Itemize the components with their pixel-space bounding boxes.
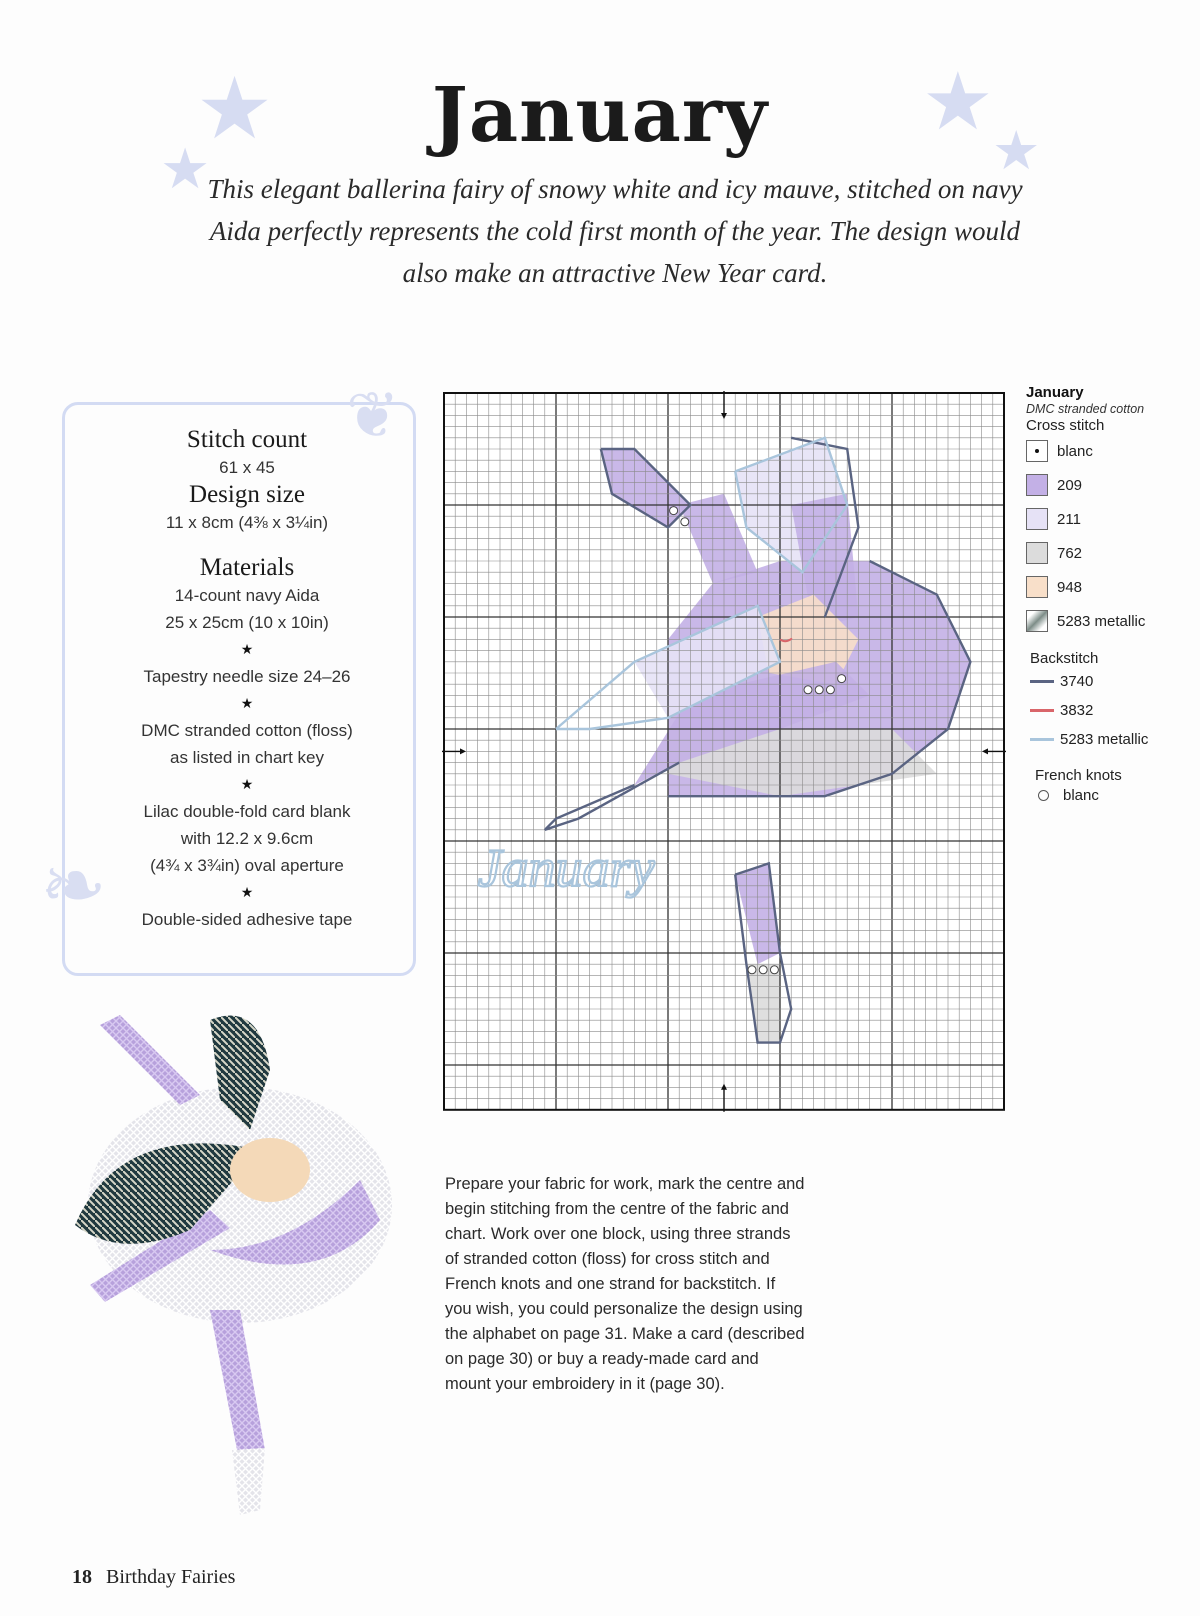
color-swatch-icon bbox=[1026, 440, 1048, 462]
material-item: Double-sided adhesive tape bbox=[141, 910, 353, 929]
cross-stitch-label: 211 bbox=[1057, 510, 1081, 528]
material-item: Tapestry needle size 24–26 bbox=[143, 667, 351, 686]
material-item: 14-count navy Aida bbox=[174, 586, 320, 605]
chart-french-knot bbox=[670, 507, 678, 515]
backstitch-line-icon bbox=[1030, 709, 1054, 712]
cross-stitch-item bbox=[1026, 570, 1200, 604]
french-knot-symbol-icon bbox=[1038, 790, 1049, 801]
color-swatch-icon bbox=[1026, 542, 1048, 564]
book-title: Birthday Fairies bbox=[106, 1566, 236, 1588]
material-item: as listed in chart key bbox=[169, 748, 324, 767]
cross-stitch-item bbox=[1026, 468, 1200, 502]
design-size-value: 11 x 8cm (4⅜ x 3¼in) bbox=[165, 513, 329, 532]
chart-french-knot bbox=[804, 686, 812, 694]
star-separator: ★ bbox=[240, 776, 254, 792]
material-item: DMC stranded cotton (floss) bbox=[141, 721, 353, 740]
cross-stitch-item bbox=[1026, 536, 1200, 570]
backstitch-heading: Backstitch bbox=[1030, 650, 1099, 667]
intro-text: This elegant ballerina fairy of snowy white and icy mauve, stitched on navy Aida perfectly represents the cold first month of the year. The design would also make an attractive New Year card. bbox=[207, 174, 1023, 288]
cross-stitch-chart bbox=[440, 390, 1008, 1140]
cross-stitch-item bbox=[1026, 434, 1200, 468]
backstitch-list bbox=[1026, 667, 1200, 754]
star-decoration: ★ bbox=[992, 119, 1041, 182]
material-item: 25 x 25cm (10 x 10in) bbox=[165, 613, 329, 632]
chart-french-knot bbox=[826, 686, 834, 694]
cross-stitch-label: 762 bbox=[1057, 544, 1083, 562]
materials-list bbox=[62, 426, 432, 933]
key-title: January bbox=[1026, 384, 1084, 401]
star-decoration: ★ bbox=[196, 59, 274, 159]
material-item: (4¾ x 3¾in) oval aperture bbox=[150, 856, 344, 875]
backstitch-item bbox=[1030, 725, 1200, 754]
color-swatch-icon bbox=[1026, 474, 1048, 496]
cross-stitch-label: blanc bbox=[1057, 442, 1093, 460]
chart-key bbox=[1026, 384, 1200, 806]
materials-heading: Materials bbox=[199, 554, 295, 581]
cross-stitch-item bbox=[1026, 604, 1200, 638]
ballerina-fairy-image bbox=[60, 1010, 420, 1530]
color-swatch-icon bbox=[1026, 610, 1048, 632]
french-knots-heading: French knots bbox=[1035, 767, 1122, 784]
chart-french-knot bbox=[815, 686, 823, 694]
cross-stitch-label: 948 bbox=[1057, 578, 1083, 596]
color-swatch-icon bbox=[1026, 508, 1048, 530]
star-decoration: ★ bbox=[160, 137, 211, 202]
cross-stitch-list bbox=[1026, 434, 1200, 638]
chart-grid bbox=[440, 390, 1008, 1140]
star-decoration: ★ bbox=[922, 55, 994, 148]
cross-stitch-label: 209 bbox=[1057, 476, 1083, 494]
backstitch-label: 5283 metallic bbox=[1060, 731, 1149, 748]
backstitch-line-icon bbox=[1030, 738, 1054, 741]
star-separator: ★ bbox=[240, 641, 254, 657]
design-size-heading: Design size bbox=[189, 481, 305, 508]
page-number: 18 bbox=[72, 1566, 92, 1588]
color-swatch-icon bbox=[1026, 576, 1048, 598]
star-separator: ★ bbox=[240, 695, 254, 711]
page-footer bbox=[72, 1566, 235, 1589]
key-subtitle: DMC stranded cotton bbox=[1026, 402, 1145, 416]
backstitch-label: 3740 bbox=[1060, 673, 1094, 690]
stitch-count-value: 61 x 45 bbox=[219, 458, 275, 477]
backstitch-line-icon bbox=[1030, 680, 1054, 683]
stitch-count-heading: Stitch count bbox=[186, 426, 308, 453]
fairy-decoration-icon: ❧ bbox=[40, 839, 108, 932]
chart-french-knot bbox=[681, 518, 689, 526]
backstitch-item bbox=[1030, 667, 1200, 696]
page-title: January bbox=[431, 70, 769, 159]
french-knot-label: blanc bbox=[1063, 786, 1099, 804]
backstitch-label: 3832 bbox=[1060, 702, 1094, 719]
fairy-decoration-icon: ❦ bbox=[346, 379, 400, 453]
instructions-text: Prepare your fabric for work, mark the centre and begin stitching from the centre of the fabric and chart. Work over one block, using three strands of stranded cotton (floss) for cross stitch and French knots and one strand for backstitch. If you wish, you could personalize the design using the alphabet on page 31. Make a card (described on page 30) or buy a ready-made card and mount your embroidery in it (page 30). bbox=[445, 1175, 805, 1393]
stitched-fairy-photo bbox=[60, 1010, 420, 1535]
chart-french-knot bbox=[770, 966, 778, 974]
cross-stitch-heading: Cross stitch bbox=[1026, 417, 1105, 434]
star-separator: ★ bbox=[240, 884, 254, 900]
chart-french-knot bbox=[748, 966, 756, 974]
material-item: Lilac double-fold card blank bbox=[143, 802, 351, 821]
chart-lettering: January bbox=[477, 837, 655, 898]
cross-stitch-label: 5283 metallic bbox=[1057, 612, 1146, 630]
cross-stitch-item bbox=[1026, 502, 1200, 536]
chart-french-knot bbox=[759, 966, 767, 974]
chart-french-knot bbox=[838, 675, 846, 683]
backstitch-item bbox=[1030, 696, 1200, 725]
french-knot-item bbox=[1038, 784, 1200, 806]
material-item: with 12.2 x 9.6cm bbox=[180, 829, 314, 848]
